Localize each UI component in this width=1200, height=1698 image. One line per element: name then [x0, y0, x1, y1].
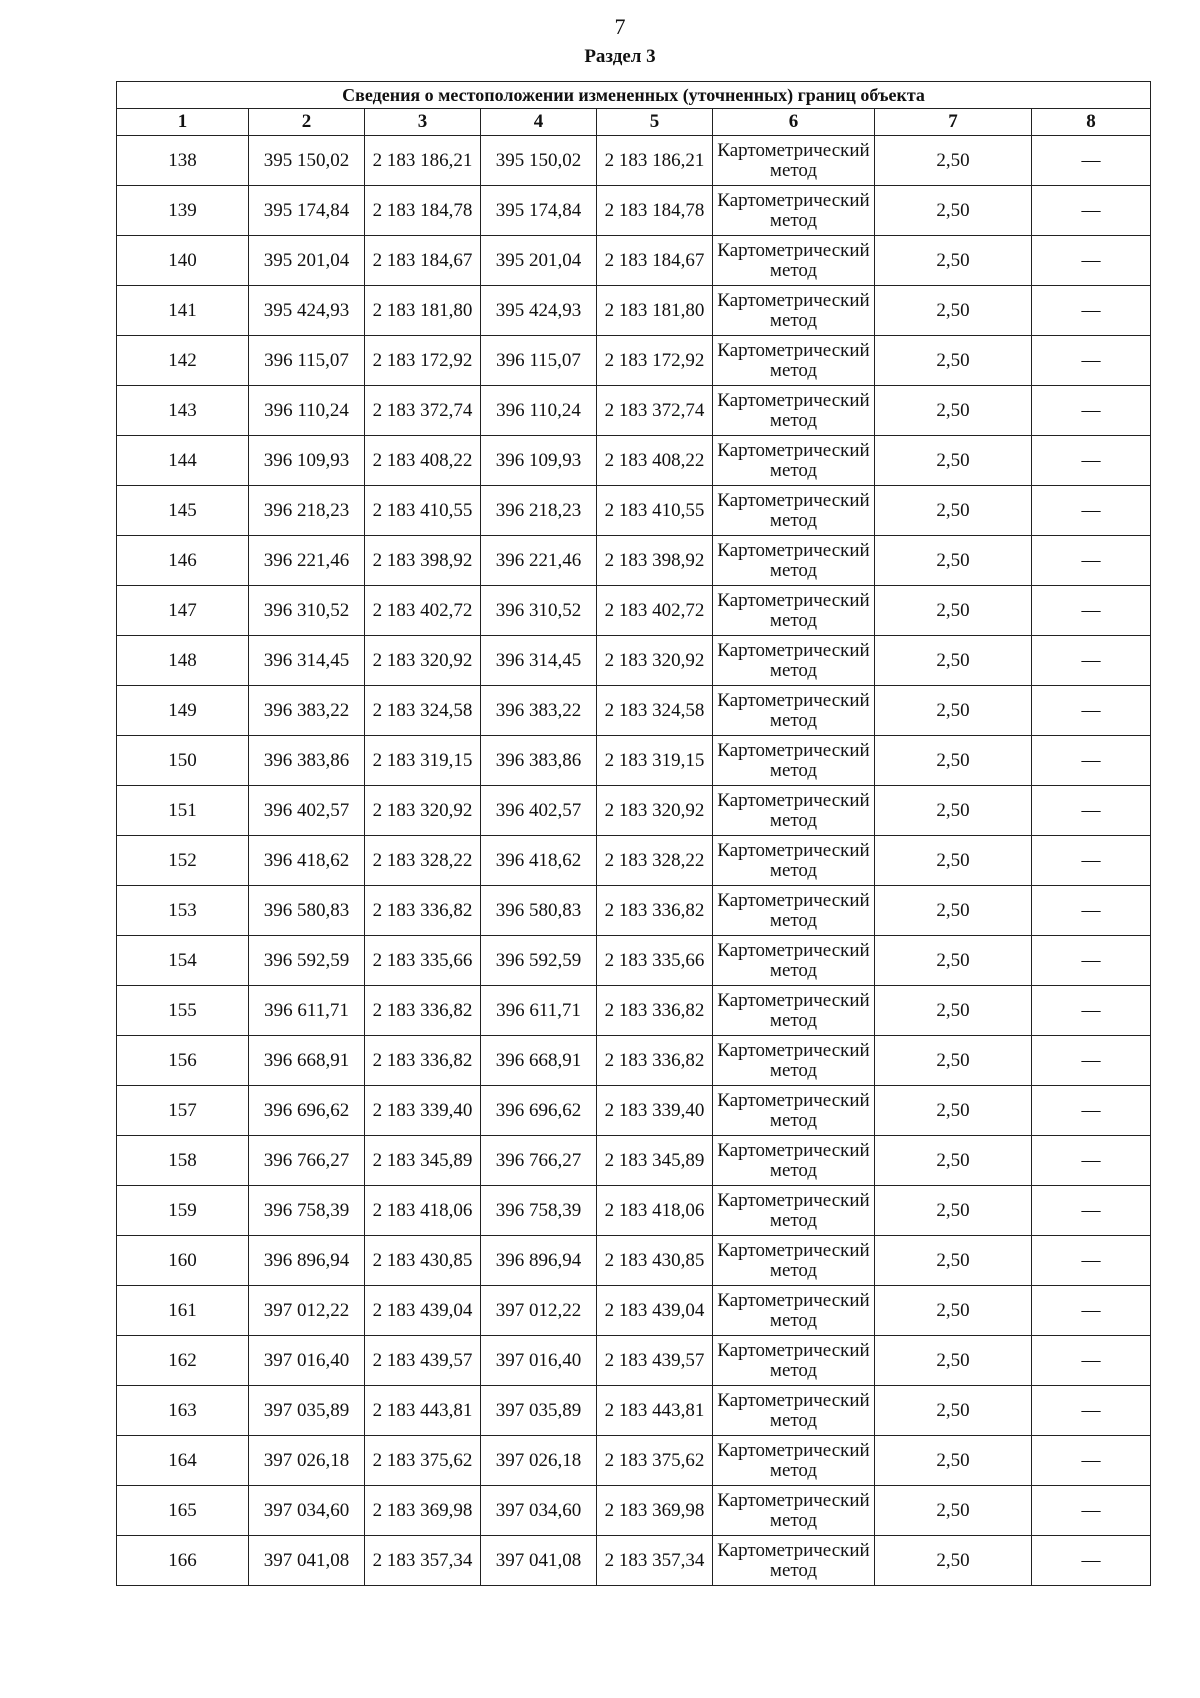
x-existing-cell: 396 218,23 [249, 486, 365, 536]
table-row [117, 586, 1151, 636]
point-number-cell: 150 [117, 736, 249, 786]
point-number-cell: 147 [117, 586, 249, 636]
x-refined-cell: 395 201,04 [481, 236, 597, 286]
point-number-cell: 138 [117, 136, 249, 186]
description-cell: — [1032, 1136, 1151, 1186]
table-row [117, 1286, 1151, 1336]
accuracy-cell: 2,50 [875, 186, 1032, 236]
method-cell: Картометрический метод [713, 336, 875, 386]
method-cell: Картометрический метод [713, 286, 875, 336]
x-existing-cell: 396 221,46 [249, 536, 365, 586]
method-cell: Картометрический метод [713, 986, 875, 1036]
x-existing-cell: 396 310,52 [249, 586, 365, 636]
y-refined-cell: 2 183 402,72 [597, 586, 713, 636]
y-refined-cell: 2 183 439,04 [597, 1286, 713, 1336]
point-number-cell: 153 [117, 886, 249, 936]
point-number-cell: 165 [117, 1486, 249, 1536]
y-existing-cell: 2 183 439,04 [365, 1286, 481, 1336]
point-number-cell: 160 [117, 1236, 249, 1286]
table-row [117, 536, 1151, 586]
y-refined-cell: 2 183 345,89 [597, 1136, 713, 1186]
y-refined-cell: 2 183 335,66 [597, 936, 713, 986]
accuracy-cell: 2,50 [875, 136, 1032, 186]
accuracy-cell: 2,50 [875, 236, 1032, 286]
description-cell: — [1032, 1236, 1151, 1286]
method-cell: Картометрический метод [713, 586, 875, 636]
description-cell: — [1032, 1536, 1151, 1586]
description-cell: — [1032, 1486, 1151, 1536]
x-existing-cell: 397 012,22 [249, 1286, 365, 1336]
x-refined-cell: 395 424,93 [481, 286, 597, 336]
table-row [117, 1436, 1151, 1486]
method-cell: Картометрический метод [713, 386, 875, 436]
accuracy-cell: 2,50 [875, 536, 1032, 586]
point-number-cell: 158 [117, 1136, 249, 1186]
y-refined-cell: 2 183 184,78 [597, 186, 713, 236]
description-cell: — [1032, 336, 1151, 386]
x-refined-cell: 396 383,22 [481, 686, 597, 736]
description-cell: — [1032, 1436, 1151, 1486]
y-refined-cell: 2 183 328,22 [597, 836, 713, 886]
x-existing-cell: 396 896,94 [249, 1236, 365, 1286]
x-existing-cell: 396 110,24 [249, 386, 365, 436]
method-cell: Картометрический метод [713, 1036, 875, 1086]
point-number-cell: 157 [117, 1086, 249, 1136]
y-refined-cell: 2 183 336,82 [597, 886, 713, 936]
x-existing-cell: 396 402,57 [249, 786, 365, 836]
y-existing-cell: 2 183 324,58 [365, 686, 481, 736]
table-caption: Сведения о местоположении измененных (уточненных) границ объекта [117, 82, 1151, 109]
y-refined-cell: 2 183 418,06 [597, 1186, 713, 1236]
x-refined-cell: 395 150,02 [481, 136, 597, 186]
y-refined-cell: 2 183 375,62 [597, 1436, 713, 1486]
point-number-cell: 141 [117, 286, 249, 336]
x-existing-cell: 396 109,93 [249, 436, 365, 486]
x-refined-cell: 396 696,62 [481, 1086, 597, 1136]
description-cell: — [1032, 1036, 1151, 1086]
accuracy-cell: 2,50 [875, 1486, 1032, 1536]
y-refined-cell: 2 183 443,81 [597, 1386, 713, 1436]
y-refined-cell: 2 183 172,92 [597, 336, 713, 386]
x-existing-cell: 396 758,39 [249, 1186, 365, 1236]
point-number-cell: 149 [117, 686, 249, 736]
accuracy-cell: 2,50 [875, 936, 1032, 986]
method-cell: Картометрический метод [713, 1536, 875, 1586]
point-number-cell: 142 [117, 336, 249, 386]
y-refined-cell: 2 183 372,74 [597, 386, 713, 436]
column-number: 1 [117, 109, 249, 136]
description-cell: — [1032, 836, 1151, 886]
method-cell: Картометрический метод [713, 1436, 875, 1486]
accuracy-cell: 2,50 [875, 1336, 1032, 1386]
y-existing-cell: 2 183 430,85 [365, 1236, 481, 1286]
table-row [117, 136, 1151, 186]
x-refined-cell: 397 016,40 [481, 1336, 597, 1386]
x-refined-cell: 396 402,57 [481, 786, 597, 836]
y-refined-cell: 2 183 369,98 [597, 1486, 713, 1536]
point-number-cell: 148 [117, 636, 249, 686]
x-existing-cell: 397 034,60 [249, 1486, 365, 1536]
point-number-cell: 140 [117, 236, 249, 286]
x-existing-cell: 396 696,62 [249, 1086, 365, 1136]
method-cell: Картометрический метод [713, 836, 875, 886]
x-existing-cell: 396 383,22 [249, 686, 365, 736]
y-refined-cell: 2 183 398,92 [597, 536, 713, 586]
x-refined-cell: 396 115,07 [481, 336, 597, 386]
description-cell: — [1032, 486, 1151, 536]
point-number-cell: 163 [117, 1386, 249, 1436]
table-row [117, 886, 1151, 936]
y-refined-cell: 2 183 181,80 [597, 286, 713, 336]
column-number: 3 [365, 109, 481, 136]
description-cell: — [1032, 1286, 1151, 1336]
point-number-cell: 164 [117, 1436, 249, 1486]
accuracy-cell: 2,50 [875, 1436, 1032, 1486]
y-refined-cell: 2 183 339,40 [597, 1086, 713, 1136]
x-refined-cell: 396 383,86 [481, 736, 597, 786]
x-refined-cell: 396 758,39 [481, 1186, 597, 1236]
accuracy-cell: 2,50 [875, 1286, 1032, 1336]
y-existing-cell: 2 183 172,92 [365, 336, 481, 386]
table-row [117, 1536, 1151, 1586]
column-number-row [117, 109, 1151, 136]
method-cell: Картометрический метод [713, 636, 875, 686]
column-number: 7 [875, 109, 1032, 136]
table-body [117, 136, 1151, 1586]
y-existing-cell: 2 183 357,34 [365, 1536, 481, 1586]
x-refined-cell: 396 611,71 [481, 986, 597, 1036]
y-existing-cell: 2 183 336,82 [365, 1036, 481, 1086]
description-cell: — [1032, 686, 1151, 736]
description-cell: — [1032, 936, 1151, 986]
y-refined-cell: 2 183 320,92 [597, 786, 713, 836]
y-existing-cell: 2 183 328,22 [365, 836, 481, 886]
accuracy-cell: 2,50 [875, 1186, 1032, 1236]
description-cell: — [1032, 536, 1151, 586]
description-cell: — [1032, 1336, 1151, 1386]
y-existing-cell: 2 183 336,82 [365, 986, 481, 1036]
table-row [117, 1236, 1151, 1286]
method-cell: Картометрический метод [713, 936, 875, 986]
y-refined-cell: 2 183 184,67 [597, 236, 713, 286]
column-number: 2 [249, 109, 365, 136]
x-existing-cell: 396 611,71 [249, 986, 365, 1036]
accuracy-cell: 2,50 [875, 436, 1032, 486]
y-existing-cell: 2 183 181,80 [365, 286, 481, 336]
point-number-cell: 145 [117, 486, 249, 536]
x-refined-cell: 397 035,89 [481, 1386, 597, 1436]
y-existing-cell: 2 183 319,15 [365, 736, 481, 786]
description-cell: — [1032, 136, 1151, 186]
x-refined-cell: 396 592,59 [481, 936, 597, 986]
accuracy-cell: 2,50 [875, 1086, 1032, 1136]
table-row [117, 436, 1151, 486]
table-row [117, 1136, 1151, 1186]
point-number-cell: 139 [117, 186, 249, 236]
accuracy-cell: 2,50 [875, 986, 1032, 1036]
method-cell: Картометрический метод [713, 536, 875, 586]
x-existing-cell: 396 592,59 [249, 936, 365, 986]
y-refined-cell: 2 183 439,57 [597, 1336, 713, 1386]
description-cell: — [1032, 786, 1151, 836]
x-existing-cell: 395 150,02 [249, 136, 365, 186]
accuracy-cell: 2,50 [875, 1236, 1032, 1286]
description-cell: — [1032, 1186, 1151, 1236]
y-existing-cell: 2 183 443,81 [365, 1386, 481, 1436]
point-number-cell: 146 [117, 536, 249, 586]
method-cell: Картометрический метод [713, 1336, 875, 1386]
x-refined-cell: 396 110,24 [481, 386, 597, 436]
y-refined-cell: 2 183 430,85 [597, 1236, 713, 1286]
method-cell: Картометрический метод [713, 736, 875, 786]
method-cell: Картометрический метод [713, 136, 875, 186]
method-cell: Картометрический метод [713, 1386, 875, 1436]
point-number-cell: 151 [117, 786, 249, 836]
y-existing-cell: 2 183 320,92 [365, 786, 481, 836]
x-refined-cell: 396 221,46 [481, 536, 597, 586]
table-row [117, 336, 1151, 386]
x-refined-cell: 396 766,27 [481, 1136, 597, 1186]
accuracy-cell: 2,50 [875, 886, 1032, 936]
description-cell: — [1032, 436, 1151, 486]
accuracy-cell: 2,50 [875, 286, 1032, 336]
table-row [117, 786, 1151, 836]
y-existing-cell: 2 183 335,66 [365, 936, 481, 986]
accuracy-cell: 2,50 [875, 486, 1032, 536]
table-row [117, 1036, 1151, 1086]
y-refined-cell: 2 183 336,82 [597, 986, 713, 1036]
method-cell: Картометрический метод [713, 786, 875, 836]
y-existing-cell: 2 183 418,06 [365, 1186, 481, 1236]
x-refined-cell: 396 310,52 [481, 586, 597, 636]
x-refined-cell: 397 041,08 [481, 1536, 597, 1586]
accuracy-cell: 2,50 [875, 1536, 1032, 1586]
table-row [117, 736, 1151, 786]
accuracy-cell: 2,50 [875, 1136, 1032, 1186]
table-row [117, 1186, 1151, 1236]
x-existing-cell: 396 115,07 [249, 336, 365, 386]
x-existing-cell: 396 580,83 [249, 886, 365, 936]
table-row [117, 1336, 1151, 1386]
table-row [117, 1486, 1151, 1536]
accuracy-cell: 2,50 [875, 336, 1032, 386]
description-cell: — [1032, 286, 1151, 336]
table-row [117, 1386, 1151, 1436]
y-refined-cell: 2 183 357,34 [597, 1536, 713, 1586]
method-cell: Картометрический метод [713, 1286, 875, 1336]
x-existing-cell: 395 201,04 [249, 236, 365, 286]
y-refined-cell: 2 183 320,92 [597, 636, 713, 686]
x-refined-cell: 396 218,23 [481, 486, 597, 536]
column-number: 6 [713, 109, 875, 136]
y-refined-cell: 2 183 324,58 [597, 686, 713, 736]
description-cell: — [1032, 236, 1151, 286]
description-cell: — [1032, 636, 1151, 686]
method-cell: Картометрический метод [713, 236, 875, 286]
table-row [117, 236, 1151, 286]
y-refined-cell: 2 183 336,82 [597, 1036, 713, 1086]
y-existing-cell: 2 183 410,55 [365, 486, 481, 536]
y-existing-cell: 2 183 375,62 [365, 1436, 481, 1486]
x-refined-cell: 396 314,45 [481, 636, 597, 686]
x-refined-cell: 396 418,62 [481, 836, 597, 886]
accuracy-cell: 2,50 [875, 786, 1032, 836]
table-row [117, 636, 1151, 686]
x-refined-cell: 396 580,83 [481, 886, 597, 936]
x-existing-cell: 396 668,91 [249, 1036, 365, 1086]
x-existing-cell: 396 314,45 [249, 636, 365, 686]
boundary-table [116, 81, 1151, 1586]
method-cell: Картометрический метод [713, 1086, 875, 1136]
x-refined-cell: 397 026,18 [481, 1436, 597, 1486]
accuracy-cell: 2,50 [875, 686, 1032, 736]
table-caption-row [117, 82, 1151, 109]
method-cell: Картометрический метод [713, 1186, 875, 1236]
accuracy-cell: 2,50 [875, 586, 1032, 636]
section-title: Раздел 3 [584, 46, 656, 67]
point-number-cell: 161 [117, 1286, 249, 1336]
x-existing-cell: 395 174,84 [249, 186, 365, 236]
y-existing-cell: 2 183 186,21 [365, 136, 481, 186]
method-cell: Картометрический метод [713, 1236, 875, 1286]
table-row [117, 836, 1151, 886]
y-existing-cell: 2 183 339,40 [365, 1086, 481, 1136]
method-cell: Картометрический метод [713, 436, 875, 486]
description-cell: — [1032, 986, 1151, 1036]
point-number-cell: 159 [117, 1186, 249, 1236]
method-cell: Картометрический метод [713, 1136, 875, 1186]
description-cell: — [1032, 386, 1151, 436]
point-number-cell: 152 [117, 836, 249, 886]
table-row [117, 986, 1151, 1036]
table-row [117, 936, 1151, 986]
point-number-cell: 143 [117, 386, 249, 436]
x-existing-cell: 396 766,27 [249, 1136, 365, 1186]
table-row [117, 486, 1151, 536]
method-cell: Картометрический метод [713, 186, 875, 236]
description-cell: — [1032, 1086, 1151, 1136]
accuracy-cell: 2,50 [875, 636, 1032, 686]
table-row [117, 186, 1151, 236]
y-existing-cell: 2 183 320,92 [365, 636, 481, 686]
description-cell: — [1032, 586, 1151, 636]
column-number: 5 [597, 109, 713, 136]
accuracy-cell: 2,50 [875, 1386, 1032, 1436]
column-number: 8 [1032, 109, 1151, 136]
method-cell: Картометрический метод [713, 886, 875, 936]
y-refined-cell: 2 183 408,22 [597, 436, 713, 486]
y-existing-cell: 2 183 345,89 [365, 1136, 481, 1186]
point-number-cell: 144 [117, 436, 249, 486]
point-number-cell: 162 [117, 1336, 249, 1386]
method-cell: Картометрический метод [713, 1486, 875, 1536]
x-refined-cell: 397 034,60 [481, 1486, 597, 1536]
y-existing-cell: 2 183 369,98 [365, 1486, 481, 1536]
description-cell: — [1032, 886, 1151, 936]
method-cell: Картометрический метод [713, 486, 875, 536]
column-number: 4 [481, 109, 597, 136]
x-existing-cell: 397 035,89 [249, 1386, 365, 1436]
x-refined-cell: 396 109,93 [481, 436, 597, 486]
point-number-cell: 156 [117, 1036, 249, 1086]
accuracy-cell: 2,50 [875, 1036, 1032, 1086]
x-existing-cell: 395 424,93 [249, 286, 365, 336]
y-existing-cell: 2 183 439,57 [365, 1336, 481, 1386]
y-refined-cell: 2 183 410,55 [597, 486, 713, 536]
table-row [117, 286, 1151, 336]
x-refined-cell: 396 896,94 [481, 1236, 597, 1286]
description-cell: — [1032, 1386, 1151, 1436]
y-existing-cell: 2 183 184,78 [365, 186, 481, 236]
table-row [117, 1086, 1151, 1136]
x-refined-cell: 396 668,91 [481, 1036, 597, 1086]
point-number-cell: 155 [117, 986, 249, 1036]
page-number: 7 [614, 14, 626, 39]
y-existing-cell: 2 183 336,82 [365, 886, 481, 936]
y-refined-cell: 2 183 186,21 [597, 136, 713, 186]
method-cell: Картометрический метод [713, 686, 875, 736]
x-existing-cell: 397 041,08 [249, 1536, 365, 1586]
x-existing-cell: 397 026,18 [249, 1436, 365, 1486]
y-refined-cell: 2 183 319,15 [597, 736, 713, 786]
x-refined-cell: 395 174,84 [481, 186, 597, 236]
description-cell: — [1032, 186, 1151, 236]
y-existing-cell: 2 183 372,74 [365, 386, 481, 436]
x-existing-cell: 397 016,40 [249, 1336, 365, 1386]
table-row [117, 386, 1151, 436]
point-number-cell: 166 [117, 1536, 249, 1586]
y-existing-cell: 2 183 184,67 [365, 236, 481, 286]
accuracy-cell: 2,50 [875, 736, 1032, 786]
accuracy-cell: 2,50 [875, 836, 1032, 886]
description-cell: — [1032, 736, 1151, 786]
table-row [117, 686, 1151, 736]
y-existing-cell: 2 183 408,22 [365, 436, 481, 486]
x-existing-cell: 396 418,62 [249, 836, 365, 886]
x-refined-cell: 397 012,22 [481, 1286, 597, 1336]
accuracy-cell: 2,50 [875, 386, 1032, 436]
y-existing-cell: 2 183 402,72 [365, 586, 481, 636]
x-existing-cell: 396 383,86 [249, 736, 365, 786]
point-number-cell: 154 [117, 936, 249, 986]
y-existing-cell: 2 183 398,92 [365, 536, 481, 586]
